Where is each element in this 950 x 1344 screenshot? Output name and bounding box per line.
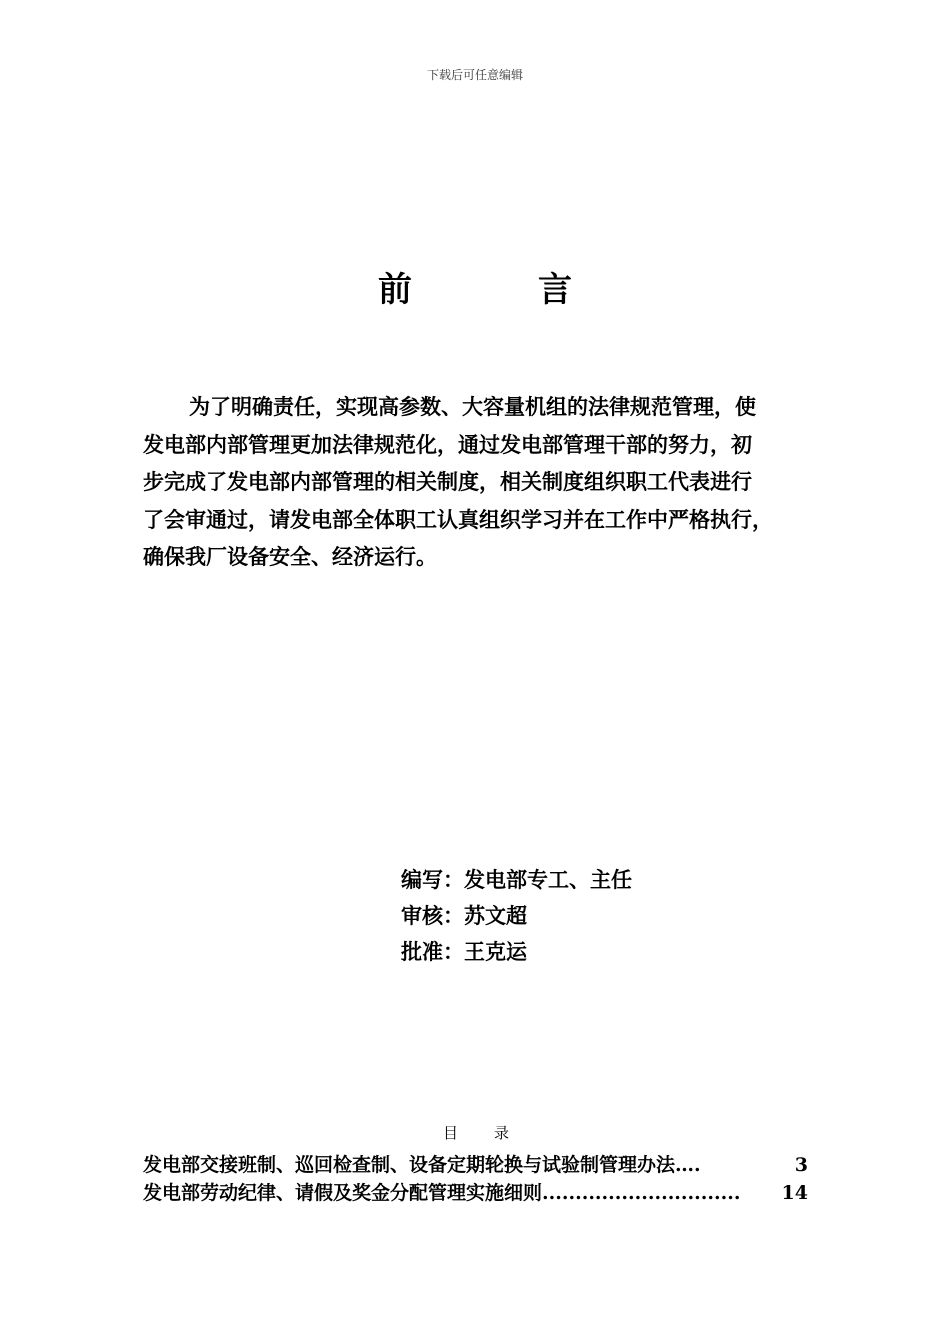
preface-paragraph (143, 388, 833, 576)
preface-line: 确保我厂设备安全、经济运行。 (143, 544, 437, 569)
header-note: 下载后可任意编辑 (426, 68, 523, 82)
toc-entry-text: 发电部劳动纪律、请假及奖金分配管理实施细则 (143, 1182, 543, 1204)
toc-entry-page: 3 (794, 1154, 808, 1176)
author-line: 编写：发电部专工、主任 (401, 867, 632, 892)
signature-block (401, 862, 632, 970)
toc-entry-shift-handover[interactable] (143, 1151, 808, 1179)
preface-line: 为了明确责任，实现高参数、大容量机组的法律规范管理，使 (189, 394, 756, 419)
toc-entry-leader: …. (675, 1154, 701, 1176)
table-of-contents (143, 1151, 808, 1207)
toc-entry-labor-discipline[interactable] (143, 1179, 808, 1207)
toc-entry-leader: .............................. (542, 1182, 741, 1204)
preface-line: 发电部内部管理更加法律规范化，通过发电部管理干部的努力，初 (143, 431, 752, 457)
preface-line: 了会审通过，请发电部全体职工认真组织学习并在工作中严格执行， (143, 506, 773, 532)
title-char-1: 前 (378, 270, 412, 310)
preface-line: 步完成了发电部内部管理的相关制度，相关制度组织职工代表进行 (143, 469, 752, 494)
toc-entry-text: 发电部交接班制、巡回检查制、设备定期轮换与试验制管理办法 (143, 1154, 676, 1176)
reviewer-line: 审核：苏文超 (401, 903, 527, 928)
toc-entry-page: 14 (781, 1182, 808, 1204)
title-char-2: 言 (538, 270, 572, 310)
toc-heading-char-1: 目 (443, 1124, 459, 1142)
approver-line: 批准：王克运 (401, 939, 527, 964)
toc-heading-char-2: 录 (494, 1124, 510, 1142)
